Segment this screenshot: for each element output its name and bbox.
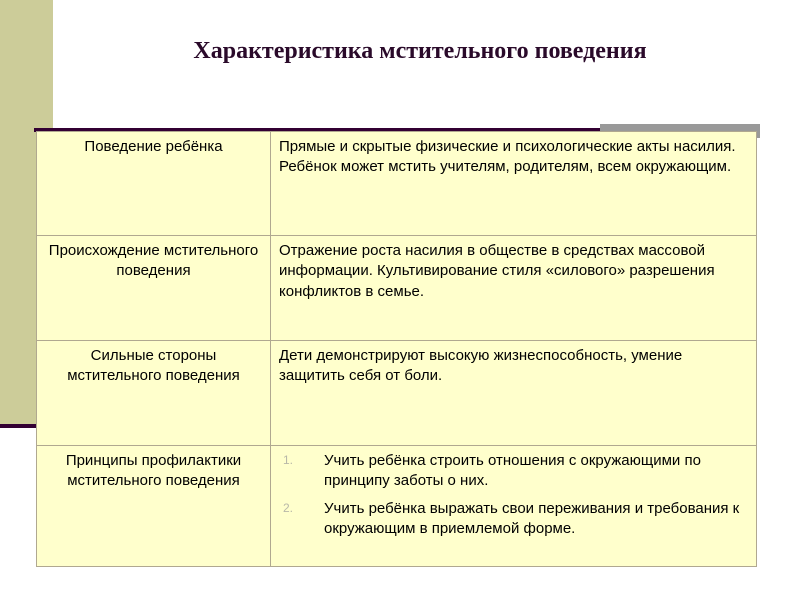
list-item	[279, 451, 748, 492]
characteristics-table	[36, 131, 757, 567]
list-number: 2.	[283, 500, 294, 515]
table-row	[37, 446, 757, 567]
list-number: 1.	[283, 453, 294, 467]
row-value: Отражение роста насилия в обществе в средствах массовой информации. Культивирование стиля «силового» разрешения конфликтов в семье.	[271, 236, 757, 341]
table-row	[37, 236, 757, 341]
list-text: Учить ребёнка строить отношения с окружающими по принципу заботы о них.	[324, 452, 701, 490]
table-row	[37, 341, 757, 446]
row-label: Происхождение мстительного поведения	[37, 236, 271, 341]
principles-list	[279, 451, 748, 539]
row-value: Прямые и скрытые физические и психологические акты насилия. Ребёнок может мстить учителям, родителям, всем окружающим.	[271, 132, 757, 236]
row-label: Поведение ребёнка	[37, 132, 271, 236]
list-item	[279, 499, 748, 540]
row-label: Принципы профилактики мстительного поведения	[37, 446, 271, 567]
row-label: Сильные стороны мстительного поведения	[37, 341, 271, 446]
row-value	[271, 446, 757, 567]
table-row	[37, 132, 757, 236]
list-text: Учить ребёнка выражать свои переживания и требования к окружающим в приемлемой форме.	[324, 499, 740, 537]
slide-title: Характеристика мстительного поведения	[193, 38, 647, 64]
row-value: Дети демонстрируют высокую жизнеспособность, умение защитить себя от боли.	[271, 341, 757, 446]
